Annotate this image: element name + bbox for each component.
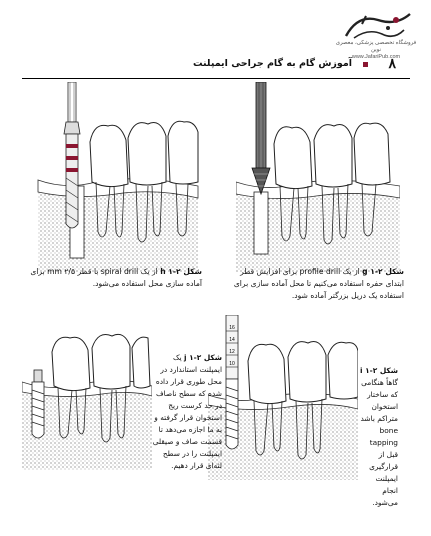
page-number: ۸ (388, 57, 396, 72)
header-rule (22, 78, 410, 79)
caption-figure-i (358, 365, 398, 509)
caption-label: شکل ۲-۱ i (360, 366, 398, 375)
figure-standard-implant (22, 330, 152, 470)
caption-figure-h (30, 266, 202, 290)
publisher-url: www.JafariPub.com (351, 54, 401, 60)
figure-bone-tapping (208, 315, 358, 480)
caption-label: شکل ۲-۱ j (184, 353, 222, 362)
tap-mark-1: 16 (229, 325, 235, 331)
caption-label: شکل ۲-۱ h (160, 267, 202, 276)
figure-profile-drill (236, 82, 400, 272)
tap-mark-2: 14 (229, 337, 235, 343)
caption-label: شکل ۲-۱ g (362, 267, 404, 276)
publisher-name: فروشگاه تخصصی پزشکی، معصری نوین (335, 40, 417, 53)
figure-spiral-drill (36, 82, 200, 272)
page-header (22, 56, 410, 74)
caption-text: یک ایمپلنت استاندارد در محل طوری قرار داده شده که سطح ناصاف در حد کرست ریج استخوان قرار گرفته و به ما اجازه می‌دهد تا قسمت صاف و صیقلی ایمپلنت را در سطح لثه‌ای قرار دهیم. (152, 353, 222, 470)
chapter-title: آموزش گام به گام جراحی ایمپلنت (193, 58, 352, 69)
tap-mark-3: 12 (229, 349, 235, 355)
caption-text: گاهاً هنگامی که ساختار استخوان متراکم باشد bone tapping قبل از قرارگیری ایمپلنت انجام می‌شود. (360, 378, 398, 507)
caption-text: از یک spiral drill با قطر mm ۲/۵ برای آماده سازی محل استفاده می‌شود. (30, 267, 202, 288)
header-bullet (363, 62, 368, 67)
tap-mark-4: 10 (229, 361, 235, 367)
caption-figure-g (232, 266, 404, 302)
caption-figure-j (150, 352, 222, 472)
caption-text: از یک profile drill برای افزایش قطر ابتدای حفره استفاده می‌کنیم تا محل آماده سازی برای استفاده یک دریل بزرگتر آماده شود. (233, 267, 404, 300)
